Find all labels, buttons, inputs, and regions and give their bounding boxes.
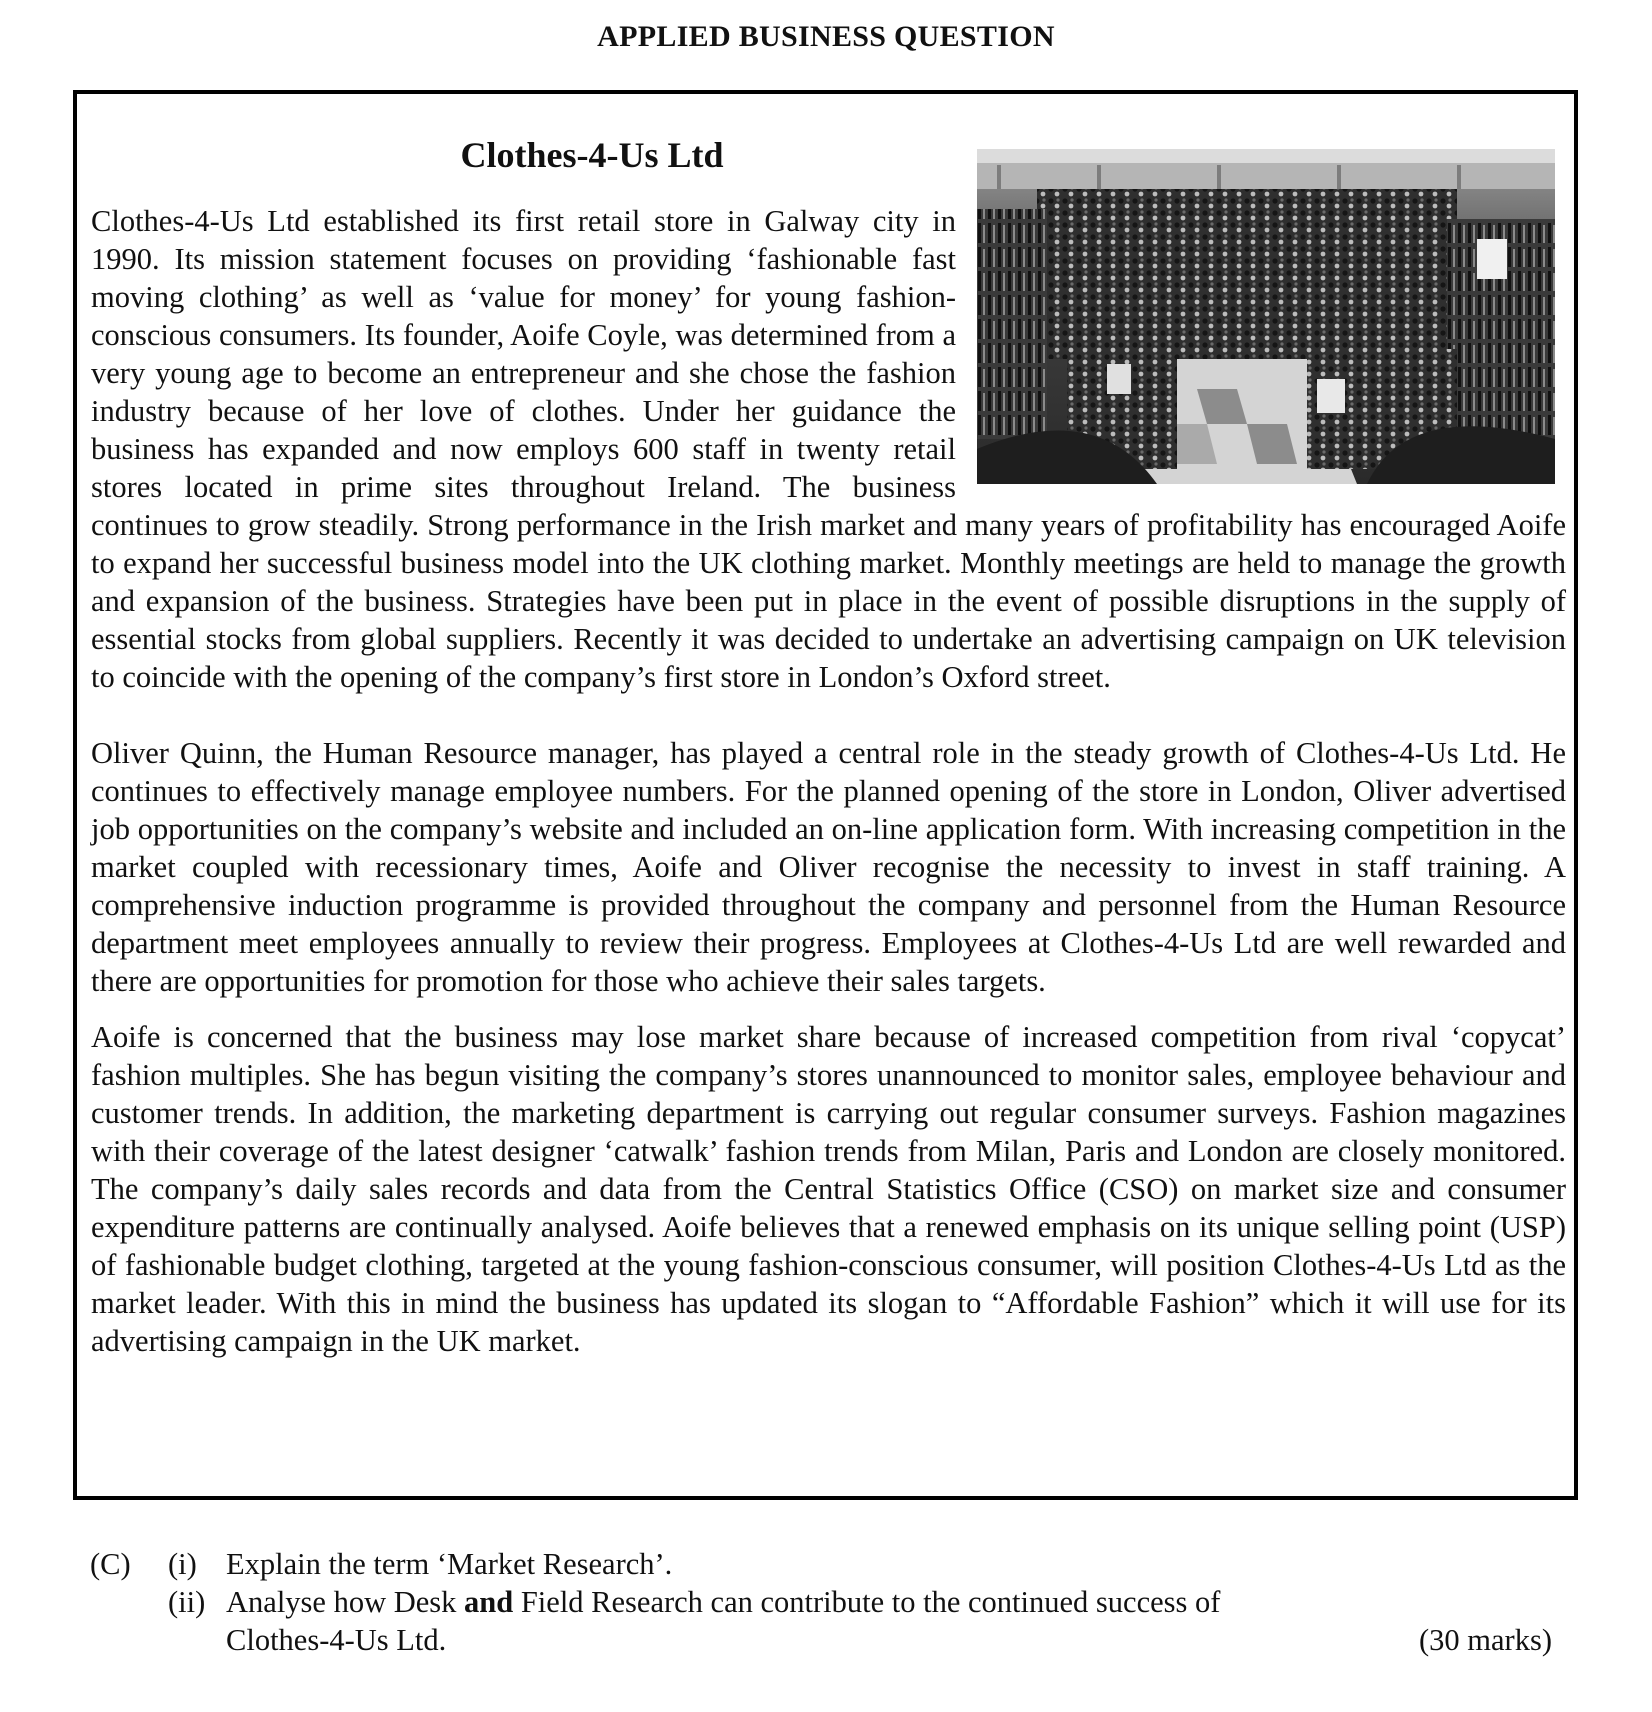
question-text-ii-after: Field Research can contribute to the continued success of [513, 1585, 1221, 1619]
case-paragraph-2: Oliver Quinn, the Human Resource manager, has played a central role in the steady growth of Clothes-4-Us Ltd. He continues to effectively manage employee numbers. For the planned opening of the store in London, Oliver advertised job opportunities on the company’s website and included an on-line application form. With increasing competition in the market coupled with recessionary times, Aoife and Oliver recognise the necessity to invest in staff training. A comprehensive induction programme is provided throughout the company and personnel from the Human Resource department meet employees annually to review their progress. Employees at Clothes-4-Us Ltd are well rewarded and there are opportunities for promotion for those who achieve their sales targets. [91, 736, 1566, 998]
page-heading: APPLIED BUSINESS QUESTION [597, 20, 1055, 53]
question-text-ii [226, 1583, 1220, 1621]
case-paragraph-3: Aoife is concerned that the business may lose market share because of increased competition from rival ‘copycat’ fashion multiples. She has begun visiting the company’s stores unannounced to monitor sales, employee behaviour and customer trends. In addition, the marketing department is carrying out regular consumer surveys. Fashion magazines with their coverage of the latest designer ‘catwalk’ fashion trends from Milan, Paris and London are closely monitored. The company’s daily sales records and data from the Central Statistics Office (CSO) on market size and consumer expenditure patterns are continually analysed. Aoife believes that a renewed emphasis on its unique selling point (USP) of fashionable budget clothing, targeted at the young fashion-conscious consumer, will position Clothes-4-Us Ltd as the market leader. With this in mind the business has updated its slogan to “Affordable Fashion” which it will use for its advertising campaign in the UK market. [91, 1020, 1566, 1358]
question-text-ii-before: Analyse how Desk [226, 1585, 465, 1619]
case-study-text [91, 202, 1566, 1360]
question-text-ii-bold: and [464, 1585, 514, 1619]
case-study-box [73, 90, 1578, 1500]
question-part-label: (C) [90, 1547, 131, 1581]
question-number-i: (i) [168, 1547, 197, 1581]
question-row-i [90, 1545, 1570, 1583]
question-text-ii-line2: Clothes-4-Us Ltd. [226, 1623, 447, 1657]
case-study-title: Clothes-4-Us Ltd [460, 135, 724, 175]
question-text-i: Explain the term ‘Market Research’. [226, 1547, 673, 1581]
question-row-ii [90, 1583, 1570, 1621]
question-row-ii-continued [90, 1621, 1570, 1659]
question-marks: (30 marks) [1419, 1623, 1552, 1657]
case-paragraph-1: Clothes-4-Us Ltd established its first retail store in Galway city in 1990. Its mission statement focuses on providing ‘fashionable fast moving clothing’ as well as ‘value for money’ for young fashion-conscious consumers. Its founder, Aoife Coyle, was determined from a very young age to become an entrepreneur and she chose the fashion industry because of her love of clothes. Under her guidance the business has expanded and now employs 600 staff in twenty retail stores located in prime sites throughout Ireland. The business continues to grow steadily. Strong performance in the Irish market and many years of profitability has encouraged Aoife to expand her successful business model into the UK clothing market. Monthly meetings are held to manage the growth and expansion of the business. Strategies have been put in place in the event of possible disruptions in the supply of essential stocks from global suppliers. Recently it was decided to undertake an advertising campaign on UK television to coincide with the opening of the company’s first store in London’s Oxford street. [91, 204, 1566, 694]
photo-text-wrap-spacer [956, 202, 1566, 500]
question-section [90, 1545, 1570, 1659]
question-number-ii: (ii) [168, 1585, 206, 1619]
